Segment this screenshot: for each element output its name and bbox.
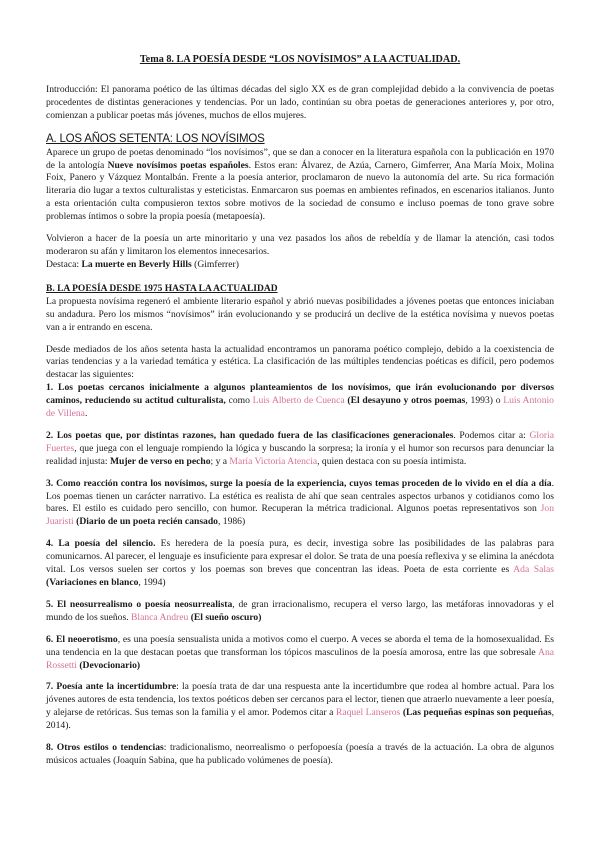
- work-title: (Las pequeñas espinas son pequeñas: [402, 707, 552, 719]
- author-name: Luis Alberto de Cuenca: [252, 395, 345, 407]
- text: Es heredera de la poesía pura, es decir, investiga sobre las posibilidades de las palabras para comunicarnos. Al parecer, el lenguaje es insuficiente para expresar el dolor. Se trata de una poesía reflexiva y se elimina la anécdota vital. Los versos suelen ser cortos y los poemas son breves que concentran las ideas. Poeta de esta corriente es: [46, 538, 555, 576]
- tendency-item-7: [46, 681, 554, 733]
- text: , 1986): [217, 516, 246, 528]
- text: : la poesía trata de dar una respuesta ante la incertidumbre que rodea al hombre actual. Para los jóvenes autores de esta tendencia, los textos poéticos deben ser cercanos para el lector, tienen que atraerlo nuevamente a leer poesía, y alejarse de retóricas. Sus temas son la familia y el amor. Podemos citar a: [46, 681, 554, 719]
- section-a-highlight: [46, 259, 554, 272]
- text: . Podemos citar a:: [453, 429, 530, 441]
- text: Aparece un grupo de poetas denominado “los novísimos”, que se dan a conocer en la literatura española con la publicación en 1970 de la antología: [46, 146, 554, 171]
- text: , que juega con el lenguaje rompiendo la lógica y buscando la sorpresa; la ironía y el humor son recursos para denunciar la realidad injusta:: [46, 442, 554, 467]
- work-title: Mujer de verso en pecho: [109, 455, 211, 467]
- tendency-title: 8. Otros estilos o tendencias: [46, 742, 164, 754]
- section-b-heading: B. LA POESÍA DESDE 1975 HASTA LA ACTUALIDAD: [46, 283, 278, 294]
- work-title: La muerte en Beverly Hills: [81, 258, 192, 270]
- text: : tradicionalismo, neorrealismo o perfopoesía (poesía a través de la actuación. La obra de algunos músicos actuales (Joaquín Sabina, que ha publicado volúmenes de poesía).: [46, 742, 554, 766]
- tendency-item-4: [46, 538, 554, 590]
- text: , de gran irracionalismo, recupera el verso largo, las metáforas innovadoras y el mundo de los sueños.: [46, 598, 555, 623]
- author-name: Luis Antonio de Villena: [46, 395, 554, 420]
- text: , es una poesía sensualista unida a motivos como el cuerpo. A veces se aborda el tema de la homosexualidad. Es una tendencia en la que destacan poetas que transforman los tópicos masculinos de la poesía amorosa, entre las que sobresale: [46, 633, 554, 658]
- tendency-item-1: [46, 382, 554, 421]
- tendency-item-2: [46, 430, 554, 469]
- author-name: Raquel Lanseros: [335, 707, 401, 719]
- tendency-title: 5. El neosurrealismo o poesía neosurrealista: [46, 598, 233, 610]
- text: ; y a: [210, 455, 230, 467]
- intro-paragraph: Introducción: El panorama poético de las últimas décadas del siglo XX es de gran complejidad debido a la convivencia de poetas procedentes de distintas generaciones y tendencias. Por un lado, continúan su obra poetas de generaciones anteriores y, por otro, comienzan a publicar poetas más jóvenes, muchos de ellos mujeres.: [46, 83, 554, 121]
- work-title: (Diario de un poeta recién cansado: [76, 516, 218, 528]
- tendency-item-3: [46, 478, 554, 530]
- tendency-title: 2. Los poetas que, por distintas razones, han quedado fuera de las clasificaciones generacionales: [46, 429, 454, 441]
- author-name: Blanca Andreu: [131, 611, 189, 623]
- text: , 2014).: [46, 707, 554, 732]
- tendency-title: 4. La poesía del silencio.: [46, 538, 156, 550]
- work-title: (El desayuno y otros poemas: [347, 395, 466, 407]
- text: , 1993) o: [465, 395, 504, 407]
- tendency-title: 3. Como reacción contra los novísimos, surge la poesía de la experiencia, cuyos temas proceden de lo vivido en el día a día: [46, 477, 552, 489]
- section-a-paragraph-2: Volvieron a hacer de la poesía un arte minoritario y una vez pasados los años de rebeldía y de llamar la atención, casi todos moderaron su afán y limitaron los elementos innecesarios.: [46, 233, 554, 257]
- section-a-heading: A. LOS AÑOS SETENTA: LOS NOVÍSIMOS: [46, 132, 265, 145]
- section-b-paragraph-2: Desde mediados de los años setenta hasta la actualidad encontramos un panorama poético complejo, debido a la coexistencia de varias tendencias y a la variedad temática y estética. La clasificación de las múltiples tendencias poéticas es difícil, pero podemos destacar las siguientes:: [46, 343, 554, 381]
- document-title: Tema 8. LA POESÍA DESDE “LOS NOVÍSIMOS” A LA ACTUALIDAD.: [139, 54, 461, 65]
- tendency-item-8: [46, 742, 554, 768]
- text: . Estos eran: Álvarez, de Azúa, Carnero, Gimferrer, Ana María Moix, Molina Foix, Panero y Vázquez Montalbán. Frente a la poesía anterior, proclamaron de nuevo la autonomía del arte. Su rica formación literaria dio lugar a textos culturalistas y esteticistas. Enmarcaron sus poemas en ambientes refinados, en escenarios italianos. Junto a esta orientación culta compusieron textos sobre motivos de la sociedad de consumo e incluso poemas de tono grave sobre problemas íntimos o sobre la propia poesía (metapoesía).: [46, 159, 555, 223]
- author-name: Jon Juaristi: [46, 503, 554, 528]
- text: .: [84, 408, 88, 420]
- author-name: Gloria Fuertes: [46, 429, 554, 454]
- tendency-title: 1. Los poetas cercanos inicialmente a algunos planteamientos de los novísimos, que irán evolucionando por diversos caminos, reduciendo su actitud culturalista,: [46, 382, 554, 407]
- tendency-item-5: [46, 599, 554, 625]
- text: , quien destaca con su poesía intimista.: [317, 455, 467, 467]
- text: . Los poemas tienen un carácter narrativo. La estética es realista de ahí que sean centrales aspectos urbanos y cotidianos como los bares. El estilo es cuidado pero sencillo, con humor. Recuperan la métrica tradicional. Algunos poetas representativos son: [46, 477, 554, 515]
- tendency-title: 6. El neoerotismo: [46, 633, 118, 645]
- section-a-paragraph-1: [46, 147, 554, 224]
- text: (Gimferrer): [191, 258, 239, 270]
- author-name: María Victoria Atencia: [229, 455, 318, 467]
- work-title: (Variaciones en blanco: [46, 577, 139, 588]
- anthology-title: Nueve novísimos poetas españoles: [107, 159, 249, 171]
- work-title: (El sueño oscuro): [190, 611, 262, 623]
- author-name: Ana Rossetti: [46, 646, 554, 671]
- text: como: [225, 395, 253, 407]
- section-b-paragraph-1: La propuesta novísima regeneró el ambiente literario español y abrió nuevas posibilidades a jóvenes poetas que entonces iniciaban su andadura. Pero los mismos “novísimos” irán evolucionando y se producirá un declive de la estética novísima y nuevos poetas van a ir entrando en escena.: [46, 295, 554, 333]
- tendency-item-6: [46, 634, 554, 673]
- work-title: (Devocionario): [79, 659, 141, 671]
- text: Destaca:: [46, 258, 82, 270]
- tendency-title: 7. Poesía ante la incertidumbre: [46, 681, 177, 693]
- text: , 1994): [138, 577, 166, 588]
- author-name: Ada Salas: [513, 564, 554, 576]
